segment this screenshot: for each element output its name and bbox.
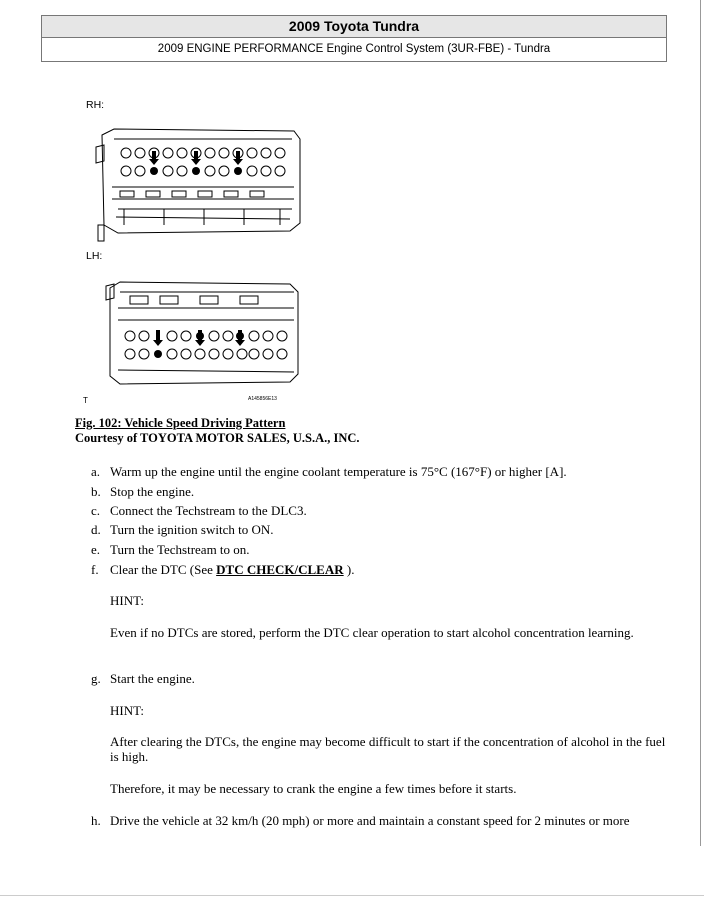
step-text: Drive the vehicle at 32 km/h (20 mph) or more and maintain a constant speed for 2 minutes or more	[110, 813, 630, 828]
figure-courtesy: Courtesy of TOYOTA MOTOR SALES, U.S.A., INC.	[75, 431, 360, 445]
step-text: Turn the Techstream to on.	[110, 542, 250, 557]
step-f	[91, 562, 354, 578]
label-rh: RH:	[86, 99, 105, 111]
figure-code: A145856E13	[248, 396, 277, 402]
page-bottom-border	[0, 895, 704, 896]
document-subtitle: 2009 ENGINE PERFORMANCE Engine Control System (3UR-FBE) - Tundra	[157, 43, 551, 55]
step-text: Connect the Techstream to the DLC3.	[110, 503, 307, 518]
step-letter: c.	[91, 503, 101, 518]
step-letter: a.	[91, 464, 101, 479]
label-lh: LH:	[86, 250, 103, 262]
step-text: Turn the ignition switch to ON.	[110, 522, 274, 537]
document-title: 2009 Toyota Tundra	[42, 16, 666, 38]
step-b	[91, 484, 194, 500]
step-a	[91, 464, 567, 480]
step-letter: e.	[91, 542, 101, 557]
step-text: Stop the engine.	[110, 484, 195, 499]
step-d	[91, 522, 273, 538]
page-right-border	[700, 0, 701, 846]
hint-label: HINT:	[110, 593, 145, 608]
step-letter: b.	[91, 484, 101, 499]
figure-caption: Fig. 102: Vehicle Speed Driving Pattern	[75, 416, 286, 430]
step-letter: h.	[91, 813, 101, 828]
step-g	[91, 671, 195, 687]
step-letter: f.	[91, 562, 99, 577]
step-letter: g.	[91, 671, 101, 686]
step-text: Clear the DTC (See	[110, 562, 217, 577]
step-e	[91, 542, 250, 558]
label-t: T	[83, 396, 88, 405]
step-h	[91, 813, 630, 829]
step-letter: d.	[91, 522, 101, 537]
rh-cylinder-head-illustration	[94, 125, 306, 245]
step-text: Warm up the engine until the engine coolant temperature is 75°C (167°F) or higher [A].	[110, 464, 567, 479]
dtc-check-clear-link[interactable]: DTC CHECK/CLEAR	[216, 562, 344, 577]
hint-text: After clearing the DTCs, the engine may become difficult to start if the concentration of alcohol in the fuel is high.	[110, 734, 666, 764]
hint-text: Therefore, it may be necessary to crank the engine a few times before it starts.	[110, 781, 517, 796]
hint-label: HINT:	[110, 703, 145, 718]
lh-cylinder-head-illustration	[104, 278, 306, 394]
step-text: Start the engine.	[110, 671, 195, 686]
document-header	[41, 15, 667, 62]
hint-text: Even if no DTCs are stored, perform the DTC clear operation to start alcohol concentration learning.	[110, 625, 634, 640]
step-c	[91, 503, 307, 519]
step-text: ).	[343, 562, 355, 577]
